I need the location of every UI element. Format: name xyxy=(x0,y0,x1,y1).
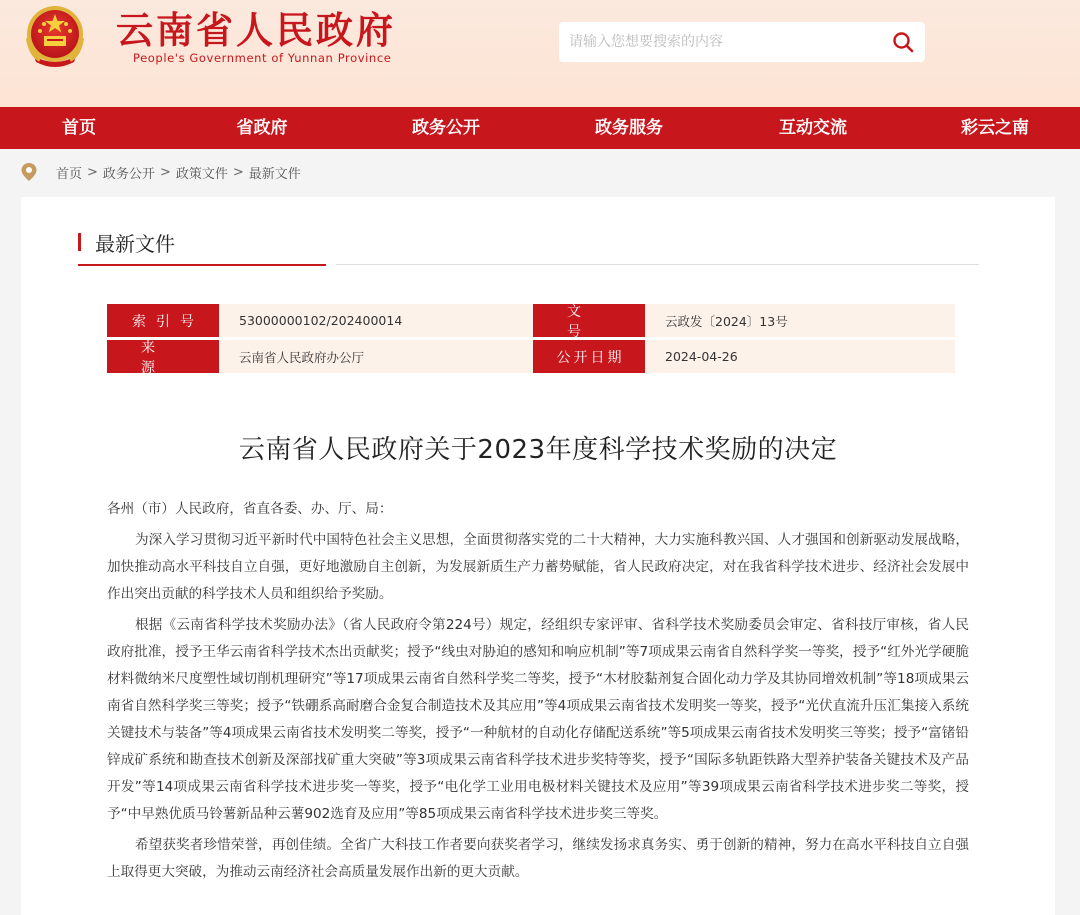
breadcrumb xyxy=(0,149,1080,195)
search-icon xyxy=(892,31,914,53)
nav-item-colorful-yunnan[interactable]: 彩云之南 xyxy=(961,118,1029,138)
search-input[interactable] xyxy=(569,28,879,56)
breadcrumb-separator: > xyxy=(159,164,171,180)
meta-row-index xyxy=(107,304,533,337)
document-paragraph: 希望获奖者珍惜荣誉，再创佳绩。全省广大科技工作者要向获奖者学习，继续发扬求真务实、勇于创新的精神，努力在高水平科技自立自强上取得更大突破，为推动云南经济社会高质量发展作出新的更大贡献。 xyxy=(107,837,969,880)
section-divider xyxy=(336,264,979,265)
breadcrumb-separator: > xyxy=(232,164,244,180)
breadcrumb-policy-documents[interactable]: 政策文件 xyxy=(175,166,228,182)
location-pin-icon xyxy=(20,162,38,182)
meta-value-index: 53000000102/202400014 xyxy=(219,304,533,337)
main-nav xyxy=(0,107,1080,149)
meta-row-publish-date xyxy=(533,340,955,373)
nav-item-government-affairs-disclosure[interactable]: 政务公开 xyxy=(412,118,480,138)
site-subtitle: People's Government of Yunnan Province xyxy=(133,51,392,65)
breadcrumb-separator: > xyxy=(87,164,98,180)
document-paragraph: 为深入学习贯彻习近平新时代中国特色社会主义思想，全面贯彻落实党的二十大精神，大力实施科教兴国、人才强国和创新驱动发展战略，加快推动高水平科技自立自强，更好地激励自主创新，为发展新质生产力蓄势赋能，省人民政府决定，对在我省科学技术进步、经济社会发展中作出突出贡献的科学技术人员和组织给予奖励。 xyxy=(107,532,969,602)
meta-value-publish-date: 2024-04-26 xyxy=(645,340,955,373)
section-title: 最新文件 xyxy=(95,231,175,256)
meta-label-index: 索引号 xyxy=(107,304,219,337)
meta-label-doc-number: 文号 xyxy=(533,304,645,337)
meta-label-publish-date: 公开日期 xyxy=(533,340,645,373)
document-salutation: 各州（市）人民政府，省直各委、办、厅、局： xyxy=(107,501,393,517)
national-emblem-icon xyxy=(20,2,90,70)
breadcrumb-home[interactable]: 首页 xyxy=(56,166,83,182)
nav-item-government-services[interactable]: 政务服务 xyxy=(595,118,663,138)
nav-item-interaction[interactable]: 互动交流 xyxy=(779,118,847,138)
search-box xyxy=(559,22,925,62)
section-underline xyxy=(78,264,326,266)
meta-row-source xyxy=(107,339,533,376)
meta-value-doc-number: 云政发〔2024〕13号 xyxy=(645,304,955,337)
document-title: 云南省人民政府关于2023年度科学技术奖励的决定 xyxy=(238,435,838,465)
search-button[interactable] xyxy=(889,28,917,56)
document-body xyxy=(107,496,969,890)
meta-value-source: 云南省人民政府办公厅 xyxy=(219,340,533,373)
meta-row-doc-number xyxy=(533,303,955,340)
breadcrumb-government-affairs[interactable]: 政务公开 xyxy=(102,166,155,182)
document-paragraph: 根据《云南省科学技术奖励办法》（省人民政府令第224号）规定，经组织专家评审、省科学技术奖励委员会审定、省科技厅审核，省人民政府批准，授予王华云南省科学技术杰出贡献奖；授予“线虫对胁迫的感知和响应机制”等7项成果云南省自然科学奖一等奖，授予“红外光学硬脆材料微纳米尺度塑性域切削机理研究”等17项成果云南省自然科学奖二等奖，授予“木材胶黏剂复合固化动力学及其协同增效机制”等18项成果云南省自然科学奖三等奖；授予“铁硼系高耐磨合金复合制造技术及其应用”等4项成果云南省技术发明奖一等奖，授予“光伏直流升压汇集接入系统关键技术与装备”等4项成果云南省技术发明奖二等奖，授予“一种航材的自动化存储配送系统”等5项成果云南省技术发明奖三等奖；授予“富锗铅锌成矿系统和勘查技术创新及深部找矿重大突破”等3项成果云南省科学技术进步奖特等奖，授予“国际多轨距铁路大型养护装备关键技术及产品开发”等14项成果云南省科学技术进步奖一等奖，授予“电化学工业用电极材料关键技术及应用”等39项成果云南省科学技术进步奖二等奖，授予“中早熟优质马铃薯新品种云薯902选育及应用”等85项成果云南省科学技术进步奖三等奖。 xyxy=(107,617,969,822)
breadcrumb-latest-documents[interactable]: 最新文件 xyxy=(248,166,301,182)
nav-item-home[interactable]: 首页 xyxy=(62,118,96,138)
site-title: 云南省人民政府 xyxy=(116,8,396,52)
meta-label-source: 来源 xyxy=(107,340,219,373)
site-header xyxy=(0,0,1080,107)
section-header xyxy=(78,227,175,257)
nav-item-provincial-government[interactable]: 省政府 xyxy=(236,118,288,138)
content-panel xyxy=(21,197,1055,915)
section-marker xyxy=(78,233,81,251)
